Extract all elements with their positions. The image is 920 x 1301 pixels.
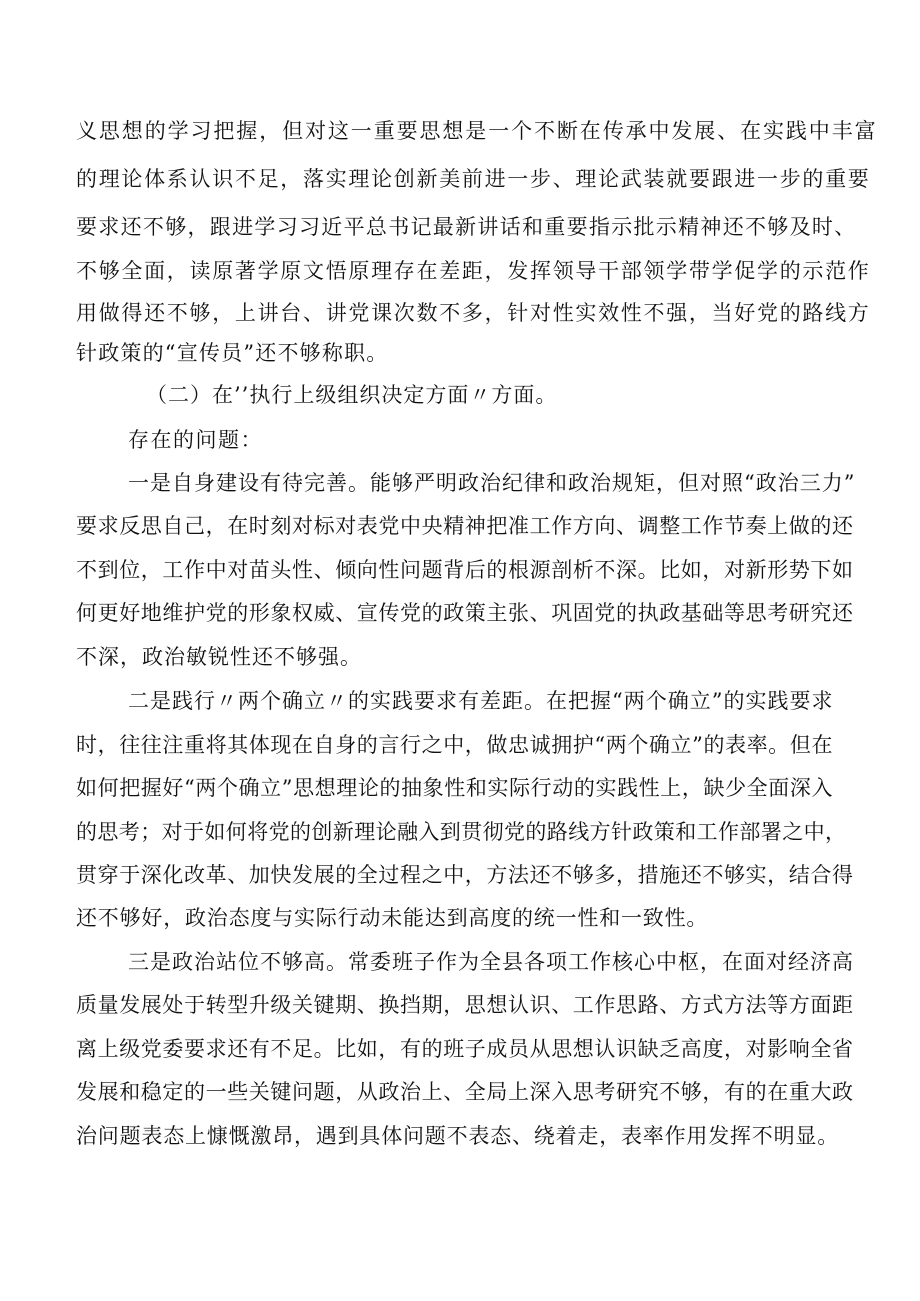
text-line: 发展和稳定的一些关键问题，从政治上、全局上深入思考研究不够，有的在重大政: [76, 1080, 854, 1104]
text-line: 存在的问题：: [128, 428, 263, 452]
text-line: 如何把握好“两个确立”思想理论的抽象性和实际行动的实践性上，缺少全面深入: [76, 776, 834, 800]
text-line: 二是践行〃两个确立〃的实践要求有差距。在把握“两个确立”的实践要求: [128, 689, 834, 713]
text-line: 一是自身建设有待完善。能够严明政治纪律和政治规矩，但对照“政治三力”: [128, 471, 856, 495]
text-line: 不够全面，读原著学原文悟原理存在差距，发挥领导干部领学带学促学的示范作: [76, 259, 871, 283]
text-line: 的理论体系认识不足，落实理论创新美前进一步、理论武装就要跟进一步的重要: [76, 167, 871, 191]
text-line: 不深，政治敏锐性还不够强。: [76, 645, 362, 669]
text-line: 的思考；对于如何将党的创新理论融入到贯彻党的路线方针政策和工作部署之中，: [76, 820, 847, 844]
text-line: 时，往往注重将其体现在自身的言行之中，做忠诚拥护“两个确立”的表率。但在: [76, 733, 834, 757]
text-line: 要求反思自己，在时刻对标对表党中央精神把准工作方向、调整工作节奏上做的还: [76, 514, 854, 538]
text-line: 义思想的学习把握，但对这一重要思想是一个不断在传承中发展、在实践中丰富: [76, 119, 878, 143]
text-line: 要求还不够，跟进学习习近平总书记最新讲话和重要指示批示精神还不够及时、: [76, 215, 857, 239]
text-line: 治问题表态上慷慨激昂，遇到具体问题不表态、绕着走，表率作用发挥不明显。: [76, 1124, 839, 1148]
section-heading: （二）在’’执行上级组织决定方面〃方面。: [146, 383, 558, 407]
text-line: 质量发展处于转型升级关键期、换挡期，思想认识、工作思路、方式方法等方面距: [76, 993, 854, 1017]
text-line: 用做得还不够，上讲台、讲党课次数不多，针对性实效性不强，当好党的路线方: [76, 301, 871, 325]
text-line: 何更好地维护党的形象权威、宣传党的政策主张、巩固党的执政基础等思考研究还: [76, 601, 854, 625]
text-line: 针政策的“宣传员”还不够称职。: [76, 341, 389, 365]
text-line: 三是政治站位不够高。常委班子作为全县各项工作核心中枢，在面对经济高: [128, 950, 854, 974]
text-line: 不到位，工作中对苗头性、倾向性问题背后的根源剖析不深。比如，对新形势下如: [76, 558, 854, 582]
text-line: 离上级党委要求还有不足。比如，有的班子成员从思想认识缺乏高度，对影响全省: [76, 1037, 854, 1061]
text-line: 还不够好，政治态度与实际行动未能达到高度的统一性和一致性。: [76, 906, 709, 930]
text-line: 贯穿于深化改革、加快发展的全过程之中，方法还不够多，措施还不够实，结合得: [76, 863, 854, 887]
